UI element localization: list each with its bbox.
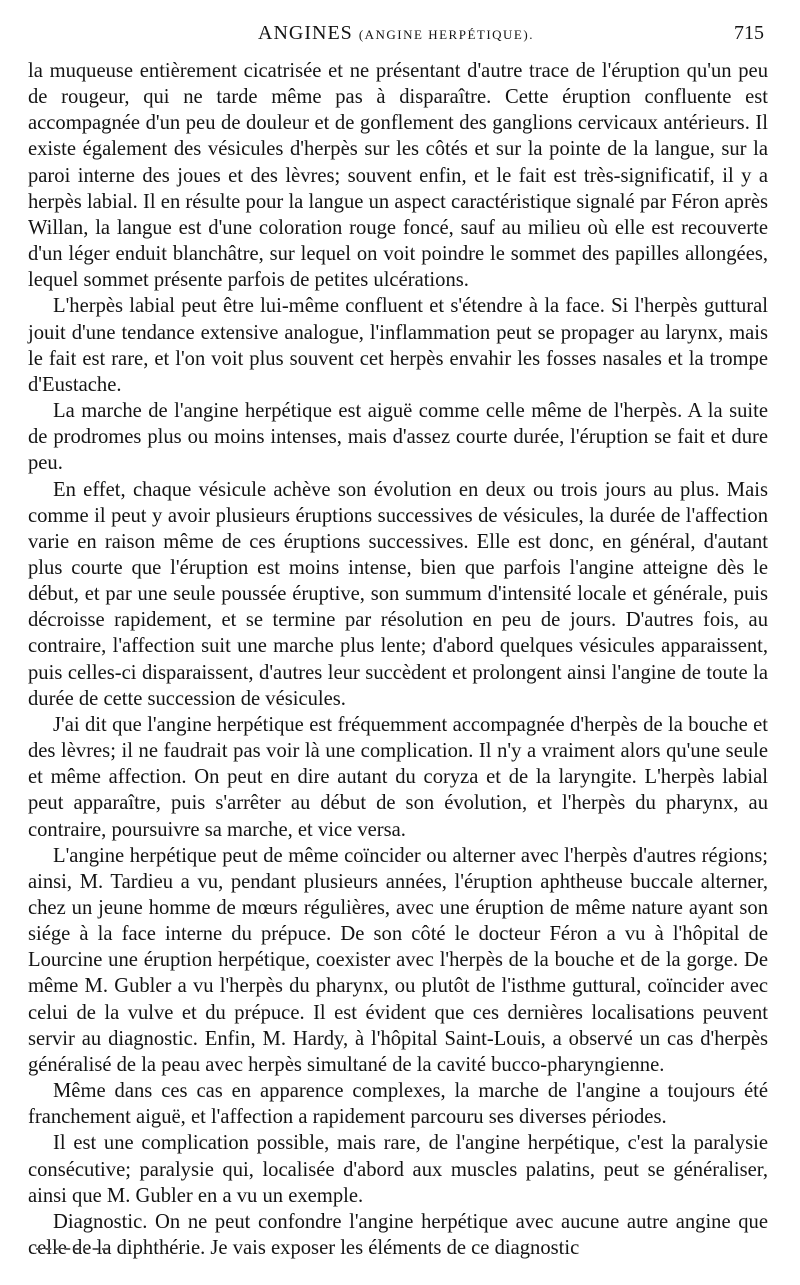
- paragraph: Même dans ces cas en apparence complexes, la marche de l'angine a toujours été franchement aiguë, et l'affection a rapidement parcouru ses diverses périodes.: [28, 1080, 768, 1129]
- running-header: [28, 22, 764, 54]
- paragraph: la muqueuse entièrement cicatrisée et ne présentant d'autre trace de l'éruption qu'un peu de rougeur, qui ne tarde même pas à disparaître. Cette éruption confluente est accompagnée d'un peu de douleur et de gonflement des ganglions cervicaux antérieurs. Il existe également des vésicules d'herpès sur les côtés et sur la pointe de la langue, sur la paroi interne des joues et des lèvres; souvent enfin, et le fait est très-significatif, il y a herpès labial. Il en résulte pour la langue un aspect caractéristique signalé par Féron après Willan, la langue est d'une coloration rouge foncé, sauf au milieu où elle est recouverte d'un léger enduit blanchâtre, sur lequel on voit poindre le sommet des papilles allongées, lequel sommet présente parfois de petites ulcérations.: [28, 60, 768, 292]
- running-title: [28, 22, 764, 45]
- paragraph: L'herpès labial peut être lui-même confluent et s'étendre à la face. Si l'herpès guttural jouit d'une tendance extensive analogue, l'inflammation peut se propager au larynx, mais le fait est rare, et l'on voit plus souvent cet herpès envahir les fosses nasales et la trompe d'Eustache.: [28, 295, 768, 396]
- paragraph: La marche de l'angine herpétique est aiguë comme celle même de l'herpès. A la suite de prodromes plus ou moins intenses, mais d'assez courte durée, l'éruption se fait et dure peu.: [28, 400, 768, 475]
- footer-rule: [36, 1248, 108, 1250]
- header-subtitle: (ANGINE HERPÉTIQUE).: [358, 27, 534, 42]
- paragraph: Il est une complication possible, mais rare, de l'angine herpétique, c'est la paralysie consécutive; paralysie qui, localisée d'abord aux muscles palatins, peut se généraliser, ainsi que M. Gubler en a vu un exemple.: [28, 1132, 768, 1207]
- header-title: ANGINES: [258, 22, 353, 44]
- paragraph: L'angine herpétique peut de même coïncider ou alterner avec l'herpès d'autres régions; ainsi, M. Tardieu a vu, pendant plusieurs années, l'éruption aphtheuse buccale alterner, chez un jeune homme de mœurs régulières, avec une éruption de même nature ayant son siége à la face interne du prépuce. De son côté le docteur Féron a vu à l'hôpital de Lourcine une éruption herpétique, coexister avec l'herpès de la bouche et de la gorge. De même M. Gubler a vu l'herpès du pharynx, ou plutôt de l'isthme guttural, coïncider avec celui de la vulve et du prépuce. Il est évident que ces dernières localisations peuvent servir au diagnostic. Enfin, M. Hardy, à l'hôpital Saint-Louis, a observé un cas d'herpès généralisé de la peau avec herpès simultané de la cavité bucco-pharyngienne.: [28, 844, 768, 1076]
- paragraph: J'ai dit que l'angine herpétique est fréquemment accompagnée d'herpès de la bouche et des lèvres; il ne faudrait pas voir là une complication. Il n'y a vraiment alors qu'une seule et même affection. On peut en dire autant du coryza et de la laryngite. L'herpès labial peut apparaître, puis s'arrêter au début de son évolution, et l'herpès du pharynx, au contraire, poursuivre sa marche, et vice versa.: [28, 713, 768, 841]
- page-number: 715: [734, 22, 764, 44]
- page-body: [28, 58, 768, 1261]
- paragraph: Diagnostic. On ne peut confondre l'angine herpétique avec aucune autre angine que celle de la diphthérie. Je vais exposer les éléments de ce diagnostic: [28, 1210, 768, 1260]
- paragraph: En effet, chaque vésicule achève son évolution en deux ou trois jours au plus. Mais comme il peut y avoir plusieurs éruptions successives de vésicules, la durée de l'affection varie en raison même de ces éruptions successives. Elle est donc, en général, d'autant plus courte que l'éruption est moins intense, bien que parfois l'angine atteigne dès le début, et par une seule poussée éruptive, son summum d'intensité locale et générale, puis décroisse rapidement, et se termine par résolution en peu de jours. D'autres fois, au contraire, l'affection suit une marche plus lente; d'abord quelques vésicules apparaissent, puis celles-ci disparaissent, d'autres leur succèdent et prolongent ainsi l'angine de toute la durée de cette succession de vésicules.: [28, 478, 768, 710]
